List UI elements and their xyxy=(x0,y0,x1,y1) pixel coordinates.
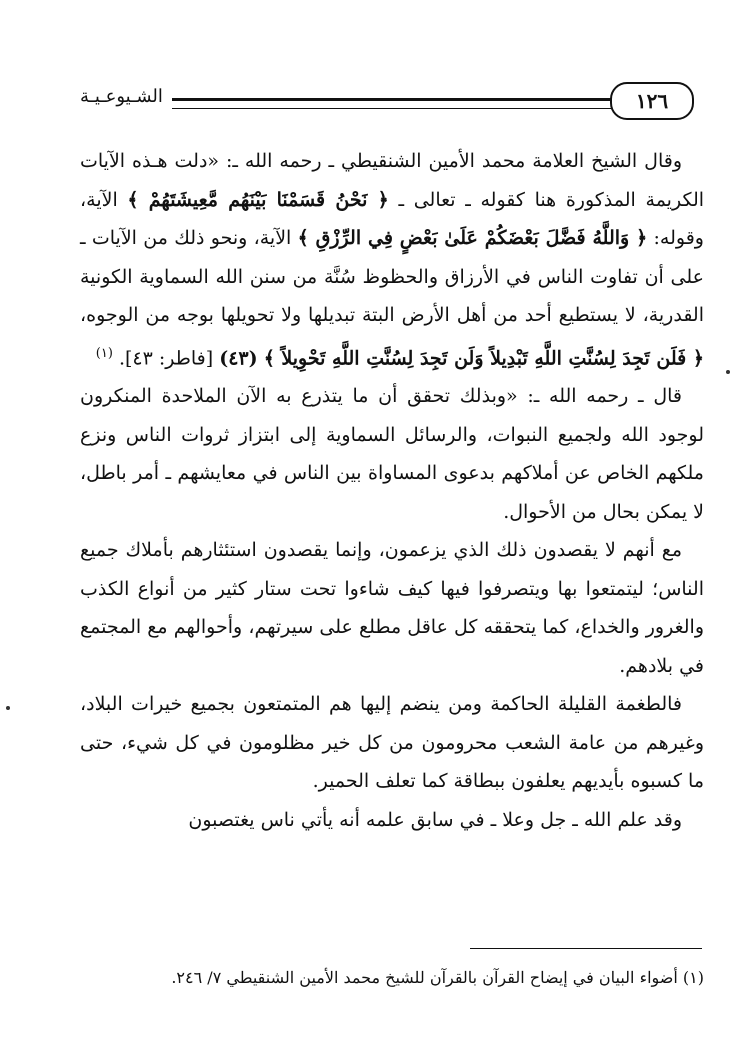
body-paragraph xyxy=(80,377,704,531)
scan-speck xyxy=(6,706,10,710)
scan-speck xyxy=(726,370,730,374)
header-rule xyxy=(172,98,682,109)
running-title: الشـيوعـيـة xyxy=(80,86,163,107)
text-run: وقد علم الله ـ جل وعلا ـ في سابق علمه أنه يأتي ناس يغتصبون xyxy=(188,808,682,831)
body-paragraph xyxy=(80,142,704,377)
footnote-reference: (١) xyxy=(95,345,113,361)
text-run: وقال الشيخ العلامة محمد الأمين الشنقيطي ـ رحمه الله ـ: «دلت هـذه الآيات الكريمة المذكورة هنا كقوله ـ تعالى ـ xyxy=(80,150,705,211)
text-run: الآية، ونحو ذلك من الآيات ـ على أن تفاوت الناس في الأرزاق والحظوظ سُنَّة من سنن الله السماوية الكونية القدرية، لا يستطيع أحد من أهل الأرض البتة تبديلها ولا تحويلها بوجه من الوجوه، xyxy=(80,227,704,326)
quran-verse: ﴿ فَلَن تَجِدَ لِسُنَّتِ اللَّهِ تَبْدِيلاً وَلَن تَجِدَ لِسُنَّتِ اللَّهِ تَحْوِيلاً ﴾ xyxy=(263,346,704,369)
quran-verse: ﴿ وَاللَّهُ فَضَّلَ بَعْضَكُمْ عَلَىٰ بَعْضٍ فِي الرِّزْقِ ﴾ xyxy=(297,227,648,249)
body-paragraph xyxy=(80,685,704,801)
body-paragraph xyxy=(80,531,704,685)
body-text xyxy=(80,142,704,839)
page-header xyxy=(80,80,702,124)
text-run: [فاطر: ٤٣]. xyxy=(112,346,220,369)
footnote-separator xyxy=(470,948,702,949)
text-run: مع أنهم لا يقصدون ذلك الذي يزعمون، وإنما يقصدون استئثارهم بأملاك جميع الناس؛ ليتمتعوا بها ويتصرفوا فيها كيف شاءوا تحت ستار كثير من أنواع الكذب والغرور والخداع، كما يتحققه كل عاقل مطلع على سيرتهم، وأحوالهم مع المجتمع في بلادهم. xyxy=(80,539,704,677)
footnote: (١) أضواء البيان في إيضاح القرآن بالقرآن للشيخ محمد الأمين الشنقيطي ٧/ ٢٤٦. xyxy=(171,968,704,987)
text-run: قال ـ رحمه الله ـ: «وبذلك تحقق أن ما يتذرع به الآن الملاحدة المنكرون لوجود الله ولجميع النبوات، والرسائل السماوية إلى ابتزاز ثروات الناس ونزع ملكهم الخاص عن أملاكهم بدعوى المساواة بين الناس في معايشهم ـ أمر باطل، لا يمكن بحال من الأحوال. xyxy=(80,385,704,523)
text-run: الآية، وقوله: xyxy=(80,188,704,249)
quran-verse: ﴿ نَحْنُ قَسَمْنَا بَيْنَهُم مَّعِيشَتَهُمْ ﴾ xyxy=(127,188,389,211)
text-run: فالطغمة القليلة الحاكمة ومن ينضم إليها هم المتمتعون بجميع خيرات البلاد، وغيرهم من عامة الشعب محرومون من كل خير مظلومون في كل شيء، حتى ما كسبوه بأيديهم يعلفون ببطاقة كما تعلف الحمير. xyxy=(80,693,704,793)
body-paragraph xyxy=(80,801,704,840)
ayah-number: (٤٣) xyxy=(219,346,258,369)
page-number: ١٢٦ xyxy=(610,82,694,120)
